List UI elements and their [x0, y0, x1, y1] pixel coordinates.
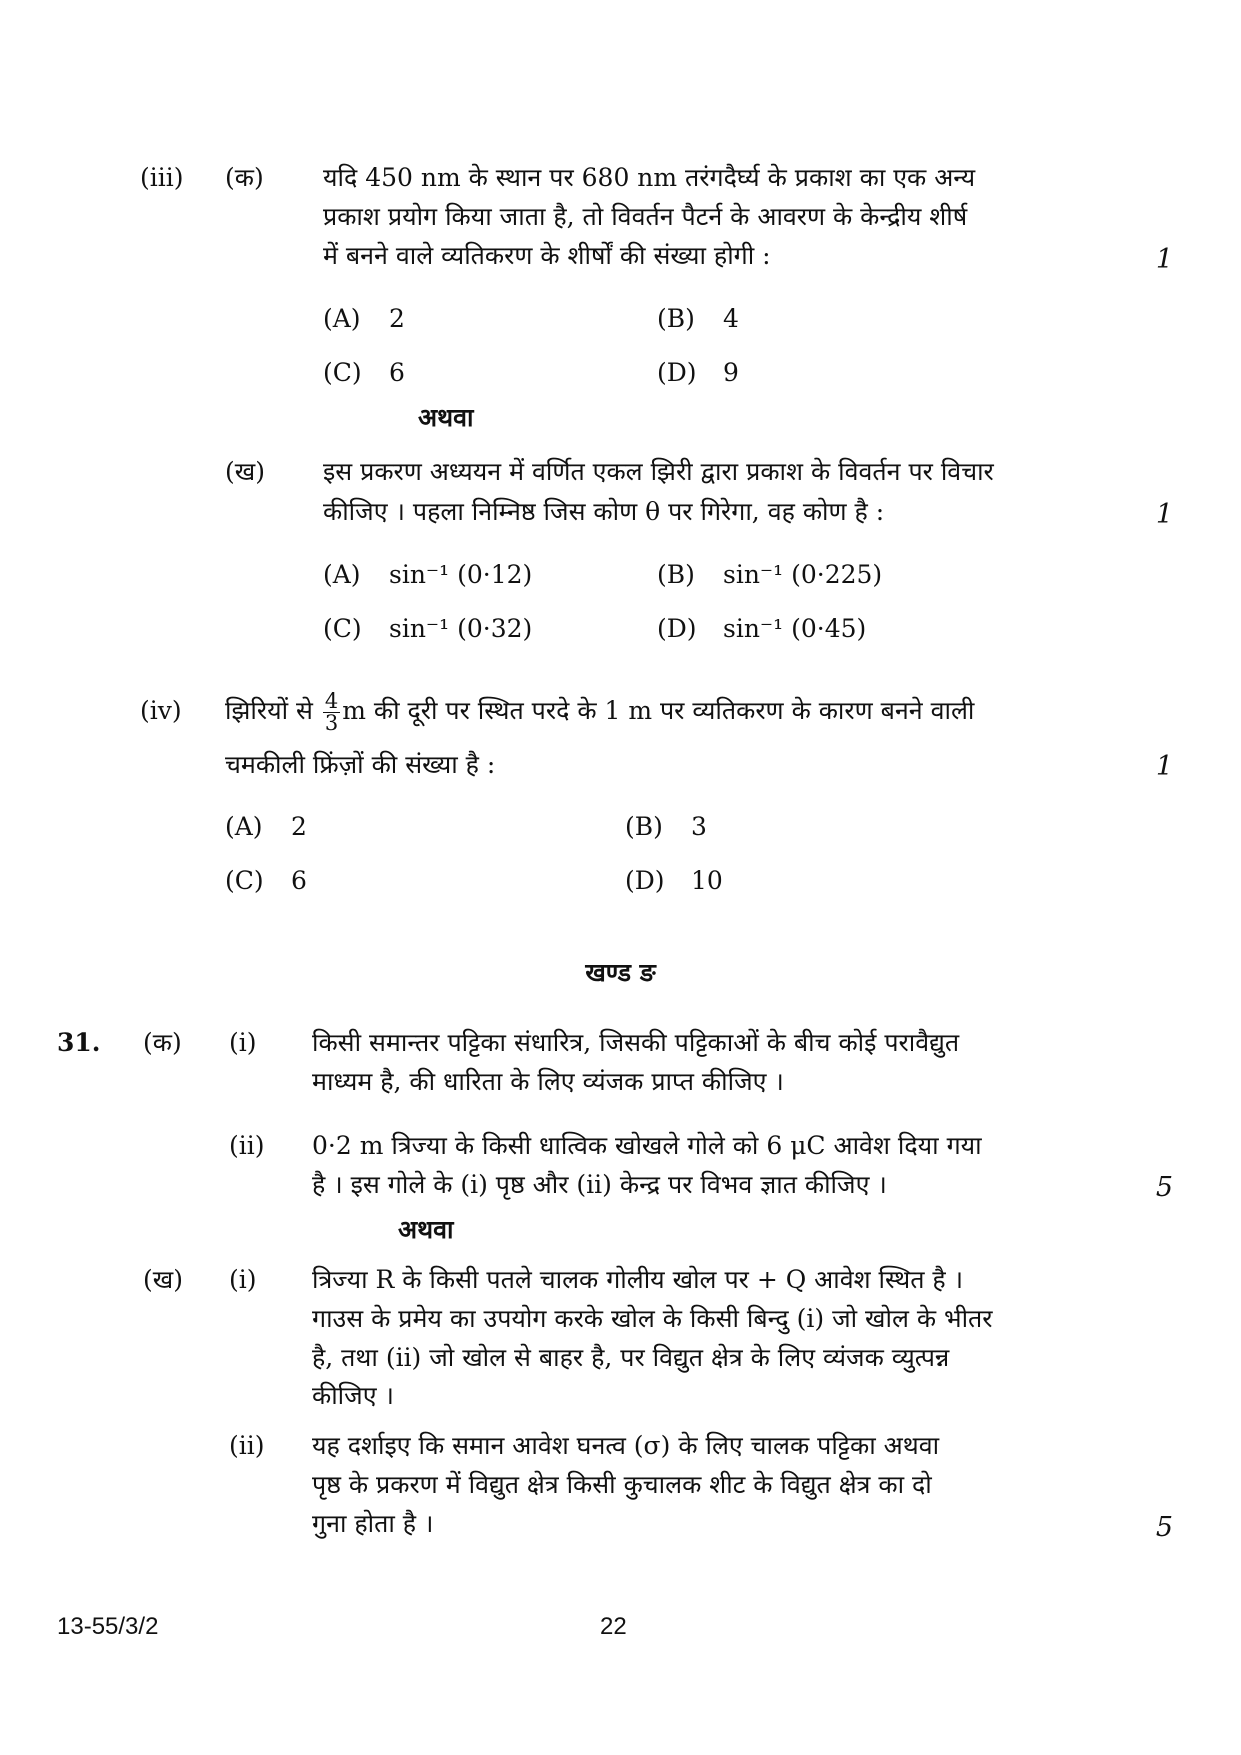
question-text-line: त्रिज्या R के किसी पतले चालक गोलीय खोल पर + Q आवेश स्थित है ।	[312, 1265, 964, 1294]
fraction-denominator: 3	[324, 711, 339, 735]
page-number: 22	[600, 1613, 627, 1640]
answer-option-c	[323, 611, 532, 647]
answer-option-c	[323, 355, 405, 391]
answer-option-label: (A)	[323, 560, 361, 589]
answer-option-label: (D)	[625, 866, 665, 895]
option-label-ka: (क)	[143, 1028, 182, 1057]
question-text-line: किसी समान्तर पट्टिका संधारित्र, जिसकी पट्टिकाओं के बीच कोई परावैद्युत	[312, 1028, 960, 1057]
answer-option-value: 2	[389, 304, 405, 333]
answer-option-label: (A)	[323, 304, 361, 333]
answer-option-value: 10	[691, 866, 723, 895]
answer-option-value: 6	[291, 866, 307, 895]
question-text-line: 0·2 m त्रिज्या के किसी धात्विक खोखले गोले को 6 μC आवेश दिया गया	[312, 1131, 982, 1160]
answer-option-value: 3	[691, 812, 707, 841]
question-text-line: यदि 450 nm के स्थान पर 680 nm तरंगदैर्घ्य के प्रकाश का एक अन्य	[323, 163, 976, 192]
marks-value: 1	[1155, 499, 1173, 530]
answer-option-label: (B)	[625, 812, 663, 841]
or-separator: अथवा	[418, 403, 474, 432]
answer-option-label: (A)	[225, 812, 263, 841]
answer-option-b	[657, 301, 739, 337]
question-text-line: माध्यम है, की धारिता के लिए व्यंजक प्राप्त कीजिए ।	[312, 1067, 784, 1096]
subpart-number-ii: (ii)	[229, 1431, 265, 1460]
answer-option-label: (B)	[657, 304, 695, 333]
answer-option-label: (C)	[323, 358, 362, 387]
question-text-line: पृष्ठ के प्रकरण में विद्युत क्षेत्र किसी कुचालक शीट के विद्युत क्षेत्र का दो	[312, 1470, 932, 1499]
subquestion-number-iv: (iv)	[140, 696, 182, 725]
subpart-number-ii: (ii)	[229, 1131, 265, 1160]
paper-code: 13-55/3/2	[57, 1613, 159, 1640]
answer-option-b	[657, 557, 882, 593]
answer-option-value: 6	[389, 358, 405, 387]
answer-option-value: 4	[723, 304, 739, 333]
question-text-line: कीजिए ।	[312, 1381, 394, 1410]
question-text-line: है । इस गोले के (i) पृष्ठ और (ii) केन्द्र पर विभव ज्ञात कीजिए ।	[312, 1170, 887, 1199]
marks-value: 5	[1155, 1172, 1173, 1203]
subquestion-number-iii: (iii)	[140, 163, 184, 192]
answer-option-value: 9	[723, 358, 739, 387]
question-text-line: है, तथा (ii) जो खोल से बाहर है, पर विद्युत क्षेत्र के लिए व्यंजक व्युत्पन्न	[312, 1343, 950, 1372]
answer-option-d	[657, 355, 739, 391]
answer-option-value: sin⁻¹ (0·225)	[723, 560, 883, 589]
answer-option-a	[323, 301, 405, 337]
answer-option-label: (D)	[657, 358, 697, 387]
question-text-line: गुना होता है ।	[312, 1509, 434, 1538]
marks-value: 1	[1155, 244, 1173, 275]
fraction	[323, 691, 340, 734]
answer-option-label: (D)	[657, 614, 697, 643]
question-text-line: में बनने वाले व्यतिकरण के शीर्षों की संख्या होगी :	[323, 241, 771, 270]
answer-option-label: (B)	[657, 560, 695, 589]
answer-option-a	[323, 557, 532, 593]
or-separator: अथवा	[398, 1215, 454, 1244]
question-text-line: इस प्रकरण अध्ययन में वर्णित एकल झिरी द्वारा प्रकाश के विवर्तन पर विचार	[323, 457, 994, 486]
answer-option-value: 2	[291, 812, 307, 841]
answer-option-b	[625, 809, 707, 845]
section-title: खण्ड ङ	[585, 958, 656, 987]
subpart-number-i: (i)	[229, 1028, 257, 1057]
option-label-ka: (क)	[225, 163, 264, 192]
subpart-number-i: (i)	[229, 1265, 257, 1294]
question-text-line-with-fraction	[225, 690, 974, 734]
question-text: झिरियों से	[225, 696, 313, 725]
marks-value: 5	[1155, 1512, 1173, 1543]
answer-option-label: (C)	[225, 866, 264, 895]
answer-option-value: sin⁻¹ (0·32)	[389, 614, 533, 643]
answer-option-value: sin⁻¹ (0·45)	[723, 614, 867, 643]
question-number: 31.	[57, 1028, 101, 1057]
answer-option-c	[225, 863, 307, 899]
marks-value: 1	[1155, 751, 1173, 782]
question-text: m की दूरी पर स्थित परदे के 1 m पर व्यतिकरण के कारण बनने वाली	[342, 696, 975, 725]
answer-option-a	[225, 809, 307, 845]
option-label-kha: (ख)	[225, 457, 265, 486]
answer-option-d	[625, 863, 723, 899]
question-text-line: कीजिए । पहला निम्निष्ठ जिस कोण θ पर गिरेगा, वह कोण है :	[323, 497, 885, 526]
option-label-kha: (ख)	[143, 1265, 183, 1294]
answer-option-d	[657, 611, 866, 647]
question-text-line: चमकीली फ्रिंज़ों की संख्या है :	[225, 750, 496, 779]
question-text-line: यह दर्शाइए कि समान आवेश घनत्व (σ) के लिए चालक पट्टिका अथवा	[312, 1431, 940, 1460]
fraction-numerator: 4	[324, 689, 339, 713]
question-text-line: प्रकाश प्रयोग किया जाता है, तो विवर्तन पैटर्न के आवरण के केन्द्रीय शीर्ष	[323, 202, 968, 231]
answer-option-value: sin⁻¹ (0·12)	[389, 560, 533, 589]
answer-option-label: (C)	[323, 614, 362, 643]
question-text-line: गाउस के प्रमेय का उपयोग करके खोल के किसी बिन्दु (i) जो खोल के भीतर	[312, 1304, 993, 1333]
